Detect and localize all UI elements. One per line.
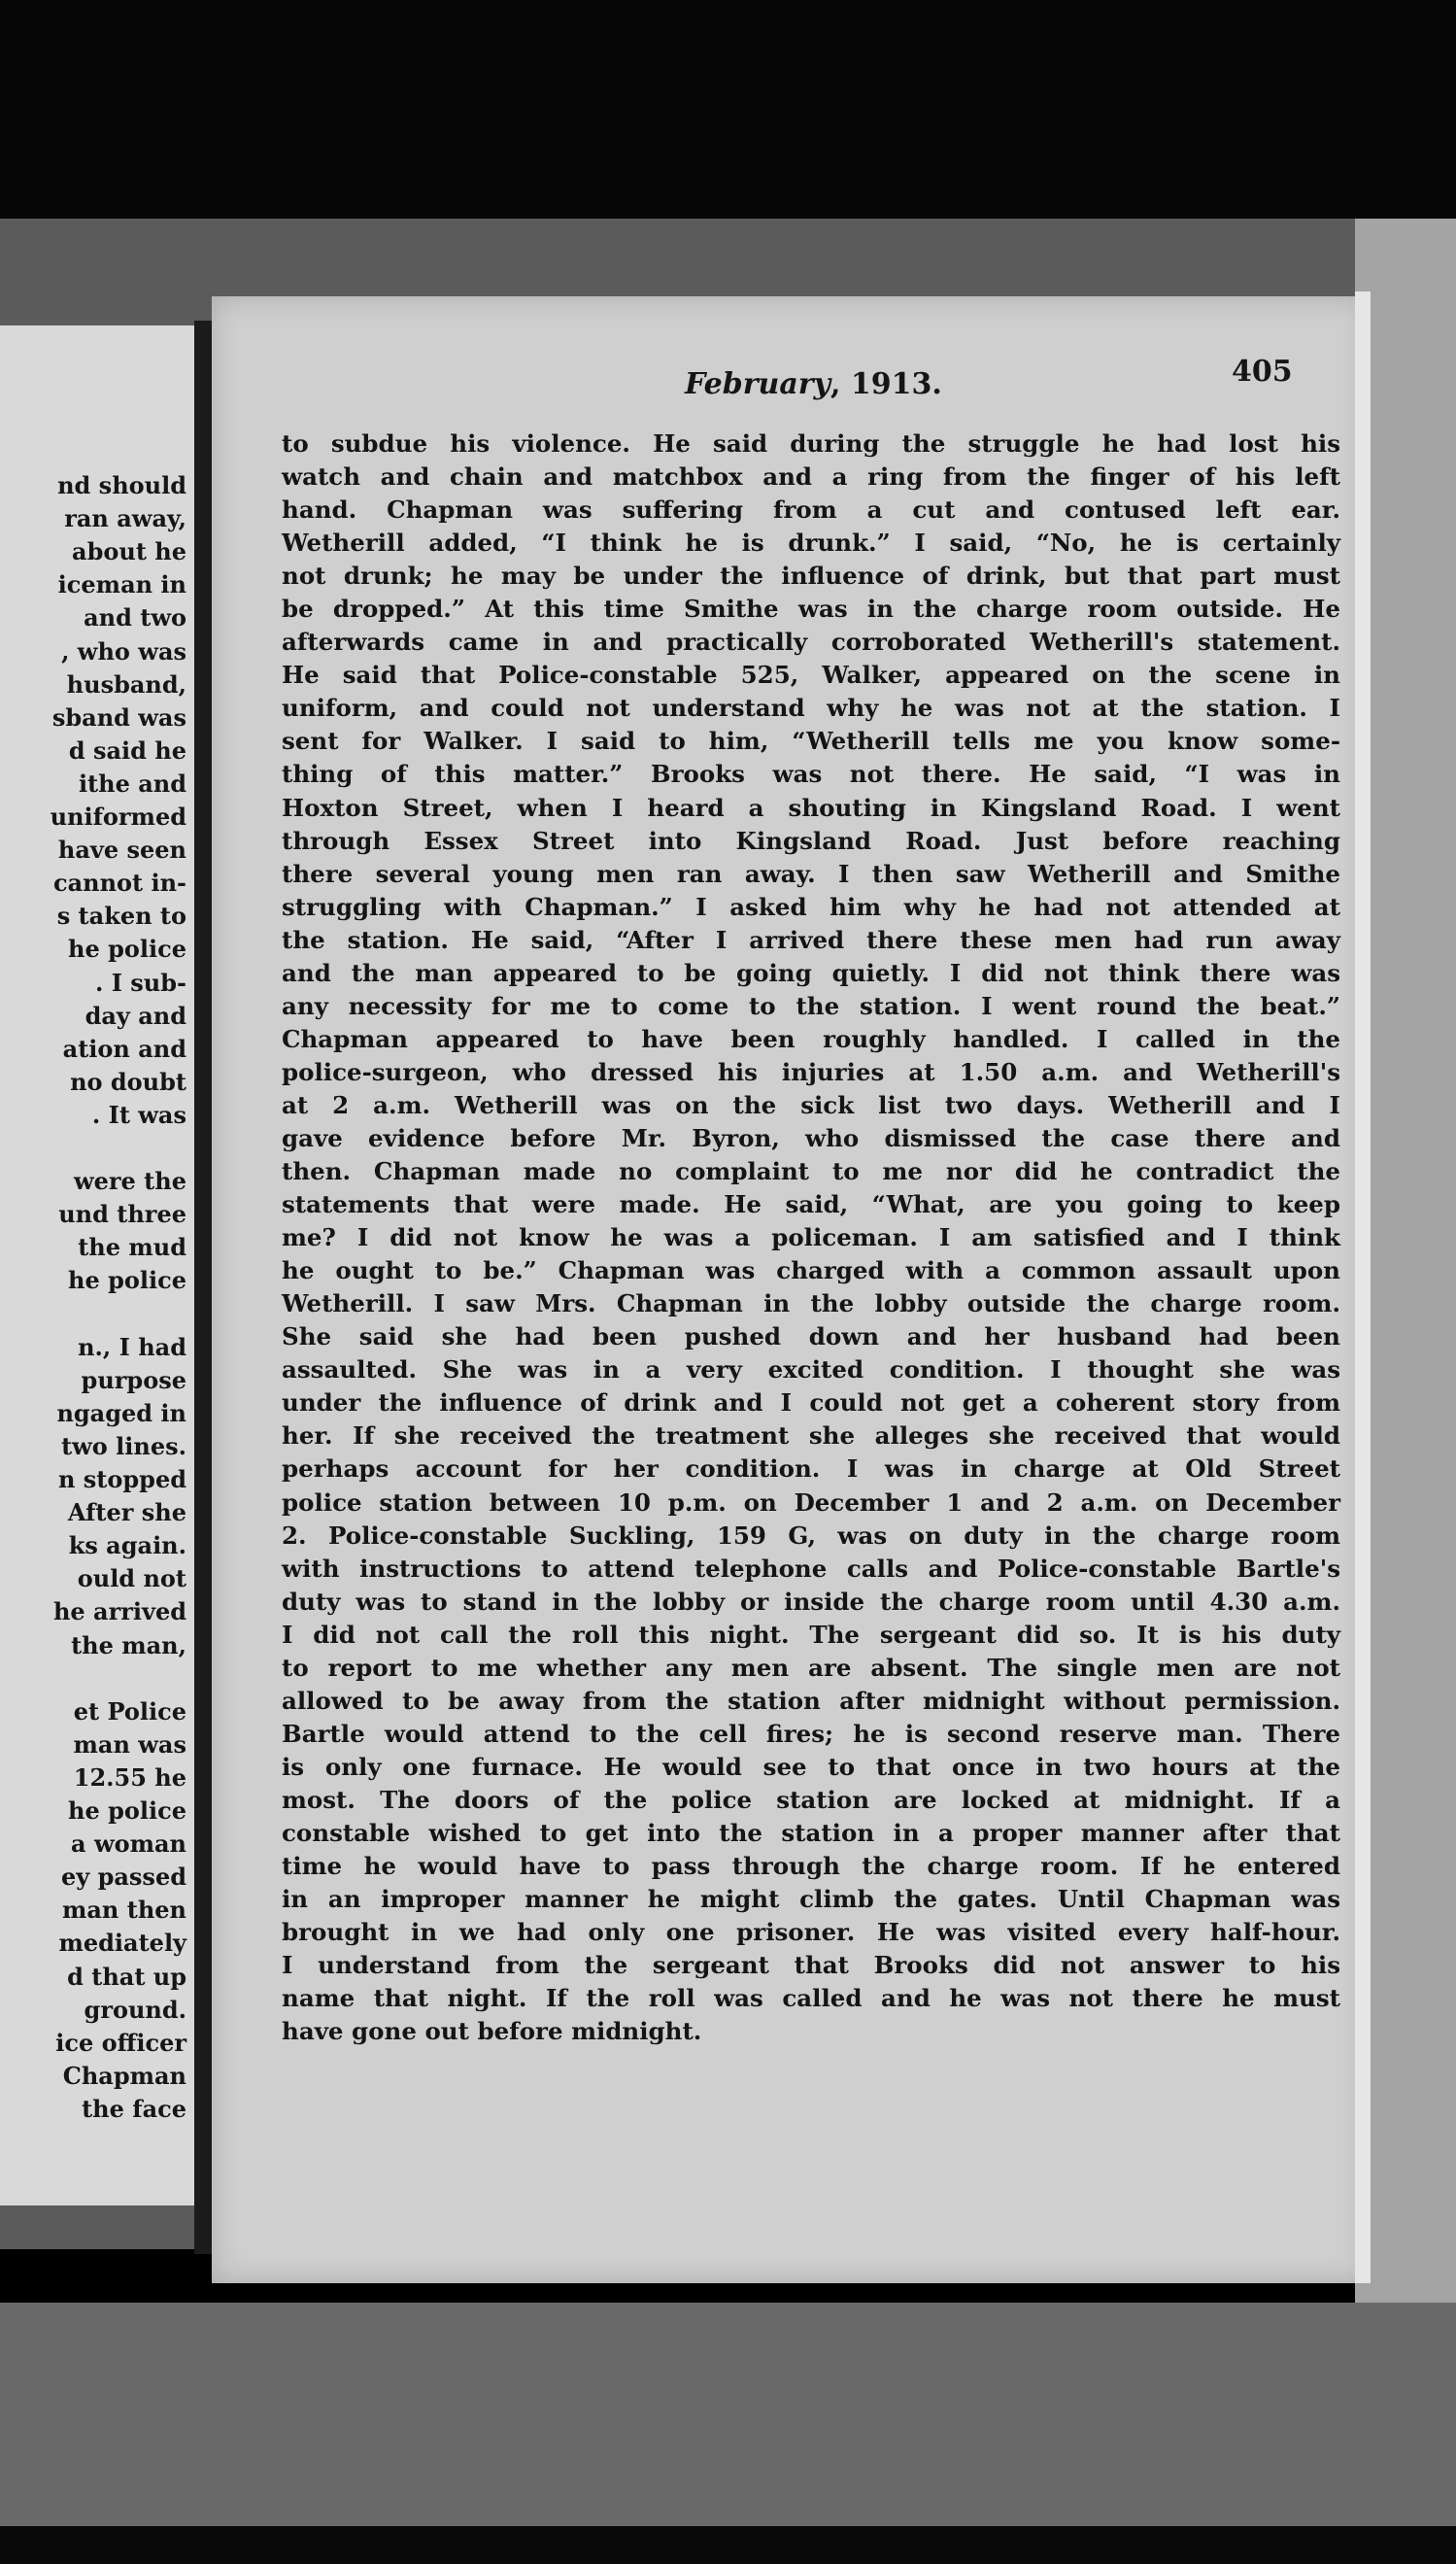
body-line: 2. Police-constable Suckling, 159 G, was on duty in the charge room	[282, 1521, 1340, 1550]
left-page-line: ks again.	[68, 1531, 186, 1560]
left-page-line: a woman	[71, 1829, 186, 1859]
left-page-line: , who was	[61, 636, 186, 666]
body-line: her. If she received the treatment she alleges she received that would	[282, 1421, 1340, 1451]
body-line: Hoxton Street, when I heard a shouting in Kingsland Road. I went	[282, 793, 1340, 822]
body-line: in an improper manner he might climb the gates. Until Chapman was	[282, 1885, 1340, 1914]
left-page-line: purpose	[81, 1365, 186, 1394]
left-page-line: he police	[68, 935, 186, 964]
left-page-line: the face	[82, 2094, 186, 2123]
left-page-line: ould not	[77, 1564, 186, 1593]
body-line: thing of this matter.” Brooks was not there. He said, “I was in	[282, 760, 1340, 789]
body-line: me? I did not know he was a policeman. I am satisfied and I think	[282, 1223, 1340, 1252]
body-line: police station between 10 p.m. on December 1 and 2 a.m. on December	[282, 1487, 1340, 1517]
running-header: February, 1913.	[685, 367, 942, 401]
left-page-line: man was	[73, 1729, 186, 1759]
left-page-line: ngaged in	[56, 1398, 186, 1427]
left-page-line: nd should	[57, 471, 186, 499]
left-page-line: day and	[85, 1001, 186, 1030]
body-line: brought in we had only one prisoner. He was visited every half-hour.	[282, 1918, 1340, 1947]
left-page-line: two lines.	[61, 1431, 186, 1460]
left-page-line: were the	[73, 1167, 186, 1196]
left-page-line: husband,	[66, 669, 186, 699]
left-page-line: man then	[61, 1896, 186, 1925]
left-page-line: ey passed	[61, 1863, 186, 1892]
body-line: then. Chapman made no complaint to me nor did he contradict the	[282, 1157, 1340, 1186]
body-line: under the influence of drink and I could not get a coherent story from	[282, 1388, 1340, 1418]
body-line: name that night. If the roll was called and he was not there he must	[282, 1984, 1340, 2013]
body-line: constable wished to get into the station in a proper manner after that	[282, 1818, 1340, 1847]
left-page-line: no doubt	[70, 1067, 186, 1096]
header-month: February	[685, 367, 831, 401]
top-dark-band	[0, 0, 1456, 243]
body-line: not drunk; he may be under the influence of drink, but that part must	[282, 562, 1340, 591]
body-line: afterwards came in and practically corroborated Wetherill's statement.	[282, 628, 1340, 657]
header-year: 1913.	[850, 367, 942, 401]
body-line: duty was to stand in the lobby or inside the charge room until 4.30 a.m.	[282, 1587, 1340, 1616]
left-page-line: ice officer	[55, 2028, 186, 2057]
body-line: the station. He said, “After I arrived there these men had run away	[282, 925, 1340, 954]
body-line: He said that Police-constable 525, Walker, appeared on the scene in	[282, 661, 1340, 690]
left-page-line: ran away,	[64, 504, 186, 533]
body-line: through Essex Street into Kingsland Road. Just before reaching	[282, 826, 1340, 855]
body-line: perhaps account for her condition. I was in charge at Old Street	[282, 1454, 1340, 1484]
body-line: allowed to be away from the station after midnight without permission.	[282, 1686, 1340, 1715]
body-line: most. The doors of the police station are locked at midnight. If a	[282, 1785, 1340, 1814]
left-page-line: After she	[67, 1498, 186, 1527]
body-line: statements that were made. He said, “What, are you going to keep	[282, 1190, 1340, 1219]
left-page-line: uniformed	[50, 803, 186, 831]
left-page-line: mediately	[58, 1929, 186, 1958]
body-line: time he would have to pass through the charge room. If he entered	[282, 1852, 1340, 1881]
body-line: any necessity for me to come to the station. I went round the beat.”	[282, 991, 1340, 1020]
body-line: Wetherill. I saw Mrs. Chapman in the lobby outside the charge room.	[282, 1289, 1340, 1318]
left-page-line: he police	[68, 1796, 186, 1825]
body-line: to subdue his violence. He said during the struggle he had lost his	[282, 429, 1340, 458]
left-page-line: Chapman	[62, 2061, 186, 2090]
body-line: She said she had been pushed down and her husband had been	[282, 1322, 1340, 1351]
left-page-line: ation and	[62, 1034, 186, 1063]
left-page-line: he police	[68, 1266, 186, 1295]
left-page-line: iceman in	[57, 570, 186, 599]
left-page-line: ithe and	[78, 769, 186, 798]
left-page-line: n stopped	[57, 1465, 186, 1493]
left-page-line: s taken to	[56, 902, 186, 931]
left-page-line: et Police	[73, 1696, 186, 1726]
body-line: I did not call the roll this night. The sergeant did so. It is his duty	[282, 1620, 1340, 1649]
left-page-line: the man,	[71, 1630, 186, 1659]
body-line: Wetherill added, “I think he is drunk.” I said, “No, he is certainly	[282, 529, 1340, 558]
left-page-line: and two	[84, 603, 186, 632]
left-page-line: the mud	[78, 1233, 186, 1262]
left-page-line: d that up	[67, 1962, 186, 1991]
left-page-line: und three	[58, 1200, 186, 1229]
page-number: 405	[1232, 355, 1293, 389]
left-page-line: ground.	[84, 1995, 186, 2024]
body-line: with instructions to attend telephone calls and Police-constable Bartle's	[282, 1554, 1340, 1583]
body-text	[282, 427, 1340, 2048]
body-line: I understand from the sergeant that Brooks did not answer to his	[282, 1951, 1340, 1980]
bottom-dark-band	[0, 2526, 1456, 2564]
body-line: he ought to be.” Chapman was charged with a common assault upon	[282, 1256, 1340, 1285]
body-line: uniform, and could not understand why he was not at the station. I	[282, 694, 1340, 723]
left-page-line: have seen	[57, 836, 186, 865]
left-page-line: he arrived	[52, 1597, 186, 1626]
book-gutter	[194, 321, 214, 2254]
left-page-line: sband was	[51, 702, 186, 732]
body-line: assaulted. She was in a very excited condition. I thought she was	[282, 1355, 1340, 1385]
page-edge	[1355, 291, 1371, 2283]
left-page-line: . I sub-	[95, 968, 186, 997]
body-line: have gone out before midnight.	[282, 2017, 702, 2046]
body-line: police-surgeon, who dressed his injuries at 1.50 a.m. and Wetherill's	[282, 1057, 1340, 1086]
left-page-line: 12.55 he	[73, 1762, 186, 1792]
body-line: to report to me whether any men are absent. The single men are not	[282, 1653, 1340, 1682]
left-page-line: d said he	[68, 735, 186, 765]
body-line: watch and chain and matchbox and a ring from the finger of his left	[282, 462, 1340, 492]
body-line: and the man appeared to be going quietly. I did not think there was	[282, 958, 1340, 987]
body-line: there several young men ran away. I then saw Wetherill and Smithe	[282, 859, 1340, 888]
bottom-grey-band	[0, 2303, 1456, 2526]
left-page-line: . It was	[91, 1100, 186, 1129]
left-page-line: cannot in-	[52, 869, 186, 898]
body-line: gave evidence before Mr. Byron, who dismissed the case there and	[282, 1123, 1340, 1152]
left-page-line: n., I had	[78, 1332, 186, 1361]
body-line: be dropped.” At this time Smithe was in the charge room outside. He	[282, 595, 1340, 624]
body-line: is only one furnace. He would see to that once in two hours at the	[282, 1752, 1340, 1781]
body-line: hand. Chapman was suffering from a cut and contused left ear.	[282, 496, 1340, 525]
left-page-line: about he	[72, 537, 186, 566]
body-line: struggling with Chapman.” I asked him why he had not attended at	[282, 892, 1340, 921]
body-line: sent for Walker. I said to him, “Wetherill tells me you know some-	[282, 727, 1340, 756]
body-line: Chapman appeared to have been roughly handled. I called in the	[282, 1024, 1340, 1053]
left-page-fragment	[0, 325, 200, 2205]
body-line: Bartle would attend to the cell fires; he is second reserve man. There	[282, 1719, 1340, 1748]
body-line: at 2 a.m. Wetherill was on the sick list two days. Wetherill and I	[282, 1090, 1340, 1119]
